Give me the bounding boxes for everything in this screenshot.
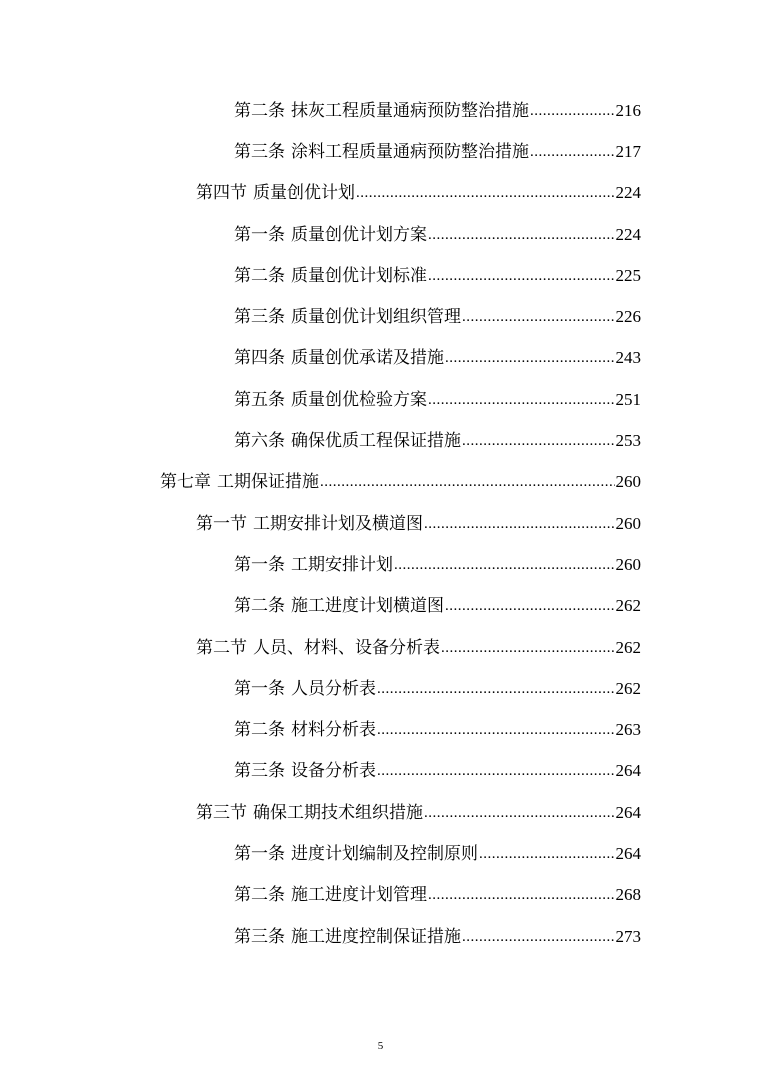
toc-entry[interactable]: [0, 296, 761, 337]
toc-entry-title: 工期保证措施: [217, 472, 319, 493]
toc-entry-label: [234, 719, 376, 741]
toc-dot-leader: [377, 719, 615, 741]
toc-entry-number: 第一条: [234, 843, 285, 864]
toc-dot-leader: [479, 843, 615, 865]
toc-entry[interactable]: [0, 544, 761, 585]
toc-entry-page: 260: [615, 472, 641, 492]
toc-entry-title: 质量创优计划标准: [291, 265, 427, 286]
toc-entry-title: 材料分析表: [291, 720, 376, 741]
toc-entry-title: 质量创优计划方案: [291, 224, 427, 245]
toc-entry-title: 质量创优计划: [253, 183, 355, 204]
toc-entry[interactable]: [0, 916, 761, 957]
toc-entry-title: 施工进度计划管理: [291, 885, 427, 906]
toc-entry-title: 人员、材料、设备分析表: [253, 637, 440, 658]
toc-dot-leader: [445, 595, 615, 617]
toc-entry-label: [196, 802, 423, 824]
toc-entry-number: 第二条: [234, 596, 285, 617]
toc-entry-page: 217: [615, 141, 641, 161]
toc-entry[interactable]: [0, 751, 761, 792]
toc-dot-leader: [428, 884, 615, 906]
toc-entry-label: [234, 347, 444, 369]
toc-entry-number: 第三条: [234, 761, 285, 782]
page-number: 5: [377, 1040, 384, 1052]
toc-entry-page: 264: [615, 802, 641, 822]
toc-entry-page: 216: [615, 100, 641, 120]
toc-entry-title: 确保工期技术组织措施: [253, 802, 423, 823]
toc-entry[interactable]: [0, 709, 761, 750]
toc-entry-number: 第一条: [234, 224, 285, 245]
toc-entry-number: 第三条: [234, 141, 285, 162]
toc-entry-number: 第一条: [234, 678, 285, 699]
toc-entry-page: 264: [615, 761, 641, 781]
toc-entry-label: [234, 224, 427, 246]
toc-dot-leader: [462, 926, 615, 948]
toc-dot-leader: [377, 760, 615, 782]
toc-entry-title: 涂料工程质量通病预防整治措施: [291, 141, 529, 162]
toc-dot-leader: [530, 141, 615, 163]
toc-entry-label: [234, 306, 461, 328]
toc-entry-number: 第二条: [234, 265, 285, 286]
toc-entry-title: 施工进度计划横道图: [291, 596, 444, 617]
toc-entry-label: [234, 678, 376, 700]
toc-entry-number: 第三节: [196, 802, 247, 823]
toc-entry-label: [234, 843, 478, 865]
toc-entry-title: 质量创优计划组织管理: [291, 307, 461, 328]
toc-entry-title: 进度计划编制及控制原则: [291, 843, 478, 864]
toc-entry-page: 262: [615, 678, 641, 698]
toc-dot-leader: [394, 554, 615, 576]
toc-entry-number: 第二条: [234, 100, 285, 121]
toc-entry[interactable]: [0, 255, 761, 296]
toc-entry-number: 第四节: [196, 183, 247, 204]
toc-entry-number: 第二条: [234, 885, 285, 906]
toc-entry-label: [196, 637, 440, 659]
toc-entry[interactable]: [0, 90, 761, 131]
toc-entry-page: 273: [615, 926, 641, 946]
toc-entry-label: [234, 141, 529, 163]
toc-entry-number: 第一条: [234, 554, 285, 575]
toc-entry-title: 抹灰工程质量通病预防整治措施: [291, 100, 529, 121]
toc-entry-label: [160, 471, 319, 493]
toc-entry-title: 质量创优承诺及措施: [291, 348, 444, 369]
toc-entry-number: 第二条: [234, 720, 285, 741]
toc-entry-label: [196, 513, 423, 535]
toc-entry[interactable]: [0, 173, 761, 214]
toc-entry-number: 第一节: [196, 513, 247, 534]
toc-entry-label: [234, 595, 444, 617]
toc-dot-leader: [462, 430, 615, 452]
toc-entry[interactable]: [0, 792, 761, 833]
toc-entry-label: [234, 389, 427, 411]
toc-entry-page: 268: [615, 885, 641, 905]
toc-entry[interactable]: [0, 379, 761, 420]
toc-dot-leader: [428, 389, 615, 411]
toc-dot-leader: [377, 678, 615, 700]
toc-entry-page: 262: [615, 596, 641, 616]
toc-entry-title: 质量创优检验方案: [291, 389, 427, 410]
toc-entry-number: 第五条: [234, 389, 285, 410]
toc-entry[interactable]: [0, 131, 761, 172]
toc-entry[interactable]: [0, 875, 761, 916]
toc-entry-page: 260: [615, 513, 641, 533]
toc-entry-title: 施工进度控制保证措施: [291, 926, 461, 947]
toc-entry[interactable]: [0, 420, 761, 461]
toc-entry-page: 224: [615, 183, 641, 203]
toc-dot-leader: [356, 182, 615, 204]
toc-entry[interactable]: [0, 214, 761, 255]
toc-entry-page: 243: [615, 348, 641, 368]
toc-dot-leader: [424, 802, 615, 824]
toc-dot-leader: [441, 637, 615, 659]
toc-entry-label: [234, 100, 529, 122]
toc-entry-label: [234, 430, 461, 452]
toc-entry-page: 251: [615, 389, 641, 409]
toc-entry-title: 人员分析表: [291, 678, 376, 699]
toc-dot-leader: [462, 306, 615, 328]
table-of-contents: [0, 90, 761, 957]
toc-entry[interactable]: [0, 627, 761, 668]
toc-entry-page: 264: [615, 843, 641, 863]
toc-entry-title: 设备分析表: [291, 761, 376, 782]
toc-entry-page: 263: [615, 720, 641, 740]
toc-entry-number: 第六条: [234, 431, 285, 452]
toc-entry-title: 确保优质工程保证措施: [291, 431, 461, 452]
toc-entry-label: [234, 926, 461, 948]
toc-entry-page: 224: [615, 224, 641, 244]
toc-entry-page: 225: [615, 265, 641, 285]
toc-entry[interactable]: [0, 503, 761, 544]
toc-entry-page: 253: [615, 431, 641, 451]
toc-entry-title: 工期安排计划: [291, 554, 393, 575]
toc-entry-title: 工期安排计划及横道图: [253, 513, 423, 534]
toc-entry-label: [234, 884, 427, 906]
toc-entry-label: [234, 554, 393, 576]
toc-entry-page: 226: [615, 307, 641, 327]
toc-entry-number: 第二节: [196, 637, 247, 658]
toc-entry-label: [234, 760, 376, 782]
toc-entry-label: [234, 265, 427, 287]
toc-dot-leader: [445, 347, 615, 369]
toc-dot-leader: [428, 265, 615, 287]
toc-dot-leader: [428, 224, 615, 246]
toc-entry-label: [196, 182, 355, 204]
toc-entry[interactable]: [0, 462, 761, 503]
toc-entry[interactable]: [0, 833, 761, 874]
toc-entry-number: 第七章: [160, 472, 211, 493]
toc-entry[interactable]: [0, 338, 761, 379]
toc-entry-number: 第四条: [234, 348, 285, 369]
toc-dot-leader: [320, 471, 615, 493]
toc-entry[interactable]: [0, 586, 761, 627]
toc-entry[interactable]: [0, 668, 761, 709]
toc-entry-number: 第三条: [234, 926, 285, 947]
toc-dot-leader: [530, 100, 615, 122]
toc-entry-page: 260: [615, 554, 641, 574]
toc-dot-leader: [424, 513, 615, 535]
toc-entry-page: 262: [615, 637, 641, 657]
toc-entry-number: 第三条: [234, 307, 285, 328]
